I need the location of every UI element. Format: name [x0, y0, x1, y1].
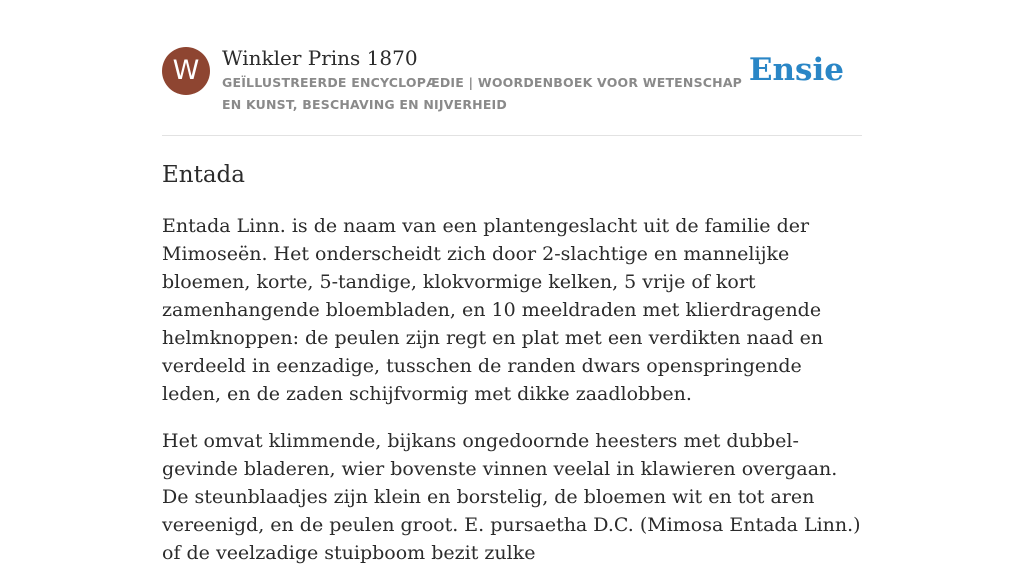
article-title: Entada	[162, 162, 245, 188]
source-title[interactable]: Winkler Prins 1870	[222, 46, 418, 70]
source-avatar[interactable]: W	[162, 47, 210, 95]
ensie-logo[interactable]: Ensie	[748, 52, 844, 88]
source-header	[162, 46, 862, 116]
article-body	[162, 212, 862, 586]
header-divider	[162, 135, 862, 136]
article-paragraph: Het omvat klimmende, bijkans ongedoornde heesters met dubbel-gevinde bladeren, wier bovenste vinnen veelal in klawieren overgaan. De steunblaadjes zijn klein en borstelig, de bloemen wit en tot aren vereenigd, en de peulen groot. E. pursaetha D.C. (Mimosa Entada Linn.) of de veelzadige stuipboom bezit zulke	[162, 430, 861, 564]
article-paragraph: Entada Linn. is de naam van een plantengeslacht uit de familie der Mimoseën. Het onderscheidt zich door 2-slachtige en mannelijke bloemen, korte, 5-tandige, klokvormige kelken, 5 vrije of kort zamenhangende bloembladen, en 10 meeldraden met klierdragende helmknoppen: de peulen zijn regt en plat met een verdikten naad en verdeeld in eenzadige, tusschen de randen dwars openspringende leden, en de zaden schijfvormig met dikke zaadlobben.	[162, 215, 824, 405]
source-subtitle: GEÏLLUSTREERDE ENCYCLOPÆDIE | WOORDENBOEK VOOR WETENSCHAP EN KUNST, BESCHAVING EN NIJVERHEID	[222, 75, 743, 112]
